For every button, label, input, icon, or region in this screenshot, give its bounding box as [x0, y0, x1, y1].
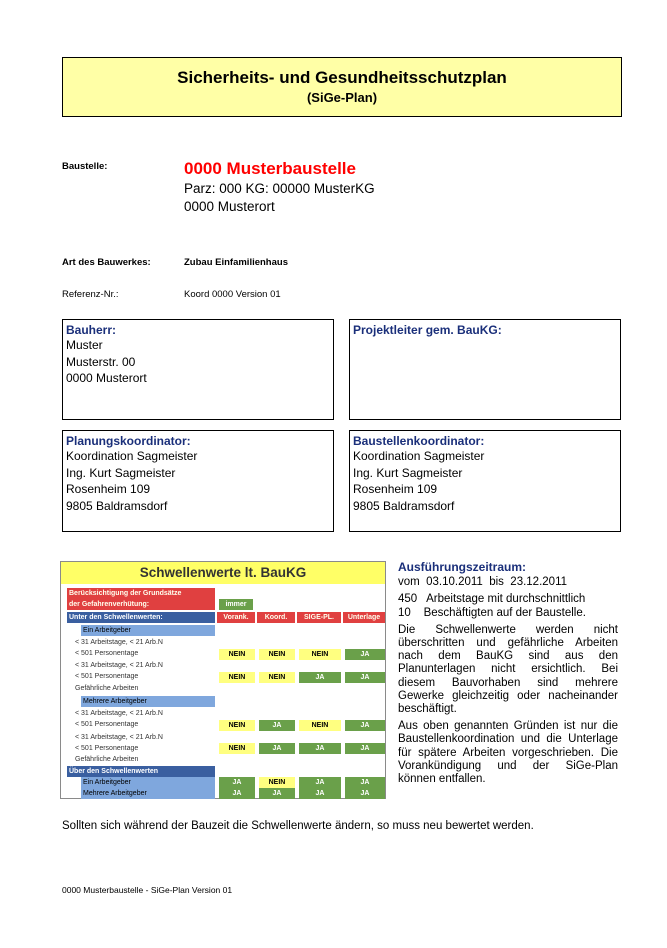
- mehrere-arbeitgeber-label: Mehrere Arbeitgeber: [81, 696, 215, 707]
- baustelle-label: Baustelle:: [62, 161, 108, 172]
- bottom-note: Sollten sich während der Bauzeit die Schwellenwerte ändern, so muss neu bewertet werden.: [62, 820, 534, 832]
- r4-unterlage: JA: [345, 743, 385, 754]
- r1-koord: NEIN: [259, 649, 295, 660]
- r3-vorank: NEIN: [219, 720, 255, 731]
- row1-line1: < 31 Arbeitstage, < 21 Arb.N: [75, 639, 163, 646]
- r2-koord: NEIN: [259, 672, 295, 683]
- gefaehrliche-1: Gefährliche Arbeiten: [75, 685, 139, 692]
- document-title: Sicherheits- und Gesundheitsschutzplan: [177, 68, 507, 87]
- baustelle-line1: Parz: 000 KG: 00000 MusterKG: [184, 181, 375, 196]
- baustellenkoordinator-line: Rosenheim 109: [353, 482, 438, 496]
- bauwerk-value: Zubau Einfamilienhaus: [184, 257, 288, 268]
- r3-koord: JA: [259, 720, 295, 731]
- u1-koord: NEIN: [259, 777, 295, 788]
- projektleiter-box: [349, 319, 621, 420]
- gefaehrliche-2: Gefährliche Arbeiten: [75, 756, 139, 763]
- row2-line1: < 31 Arbeitstage, < 21 Arb.N: [75, 662, 163, 669]
- u2-vorank: JA: [219, 788, 255, 799]
- footer: 0000 Musterbaustelle - SiGe-Plan Version 01: [62, 885, 233, 895]
- row2-line2: < 501 Personentage: [75, 673, 139, 680]
- baustelle-name: 0000 Musterbaustelle: [184, 159, 356, 178]
- grundsaetze-line1: Berücksichtigung der Grundsätze: [69, 590, 182, 597]
- row3-line1: < 31 Arbeitstage, < 21 Arb.N: [75, 710, 163, 717]
- title-box: [62, 57, 622, 117]
- u2-unterlage: JA: [345, 788, 385, 799]
- baustellenkoordinator-box: [349, 430, 621, 532]
- baustellenkoordinator-line: Ing. Kurt Sagmeister: [353, 465, 463, 480]
- ausfuehrung-para1: Die Schwellenwerte werden nicht überschritten und gefährliche Arbeiten nach dem BauKG sind aus den Planunterlagen nicht ersichtlich. Bei diesem Bauvorhaben sind mehrere Gewerke gleichzeitig oder nacheinander beschäftigt.: [398, 623, 618, 716]
- schwellenwerte-table: [60, 561, 386, 799]
- ausfuehrung-line2: 450 Arbeitstage mit durchschnittlich: [398, 593, 586, 606]
- schwellenwerte-title: Schwellenwerte lt. BauKG: [61, 562, 385, 584]
- row4-line1: < 31 Arbeitstage, < 21 Arb.N: [75, 734, 163, 741]
- ausfuehrung-line3: 10 Beschäftigten auf der Baustelle.: [398, 606, 586, 619]
- bauherr-box: [62, 319, 334, 420]
- grundsaetze-cell: [67, 588, 215, 610]
- ueber-mehrere-arbeitgeber: Mehrere Arbeitgeber: [81, 788, 215, 799]
- bauherr-line: Musterstr. 00: [66, 354, 136, 369]
- bauherr-line: Muster: [66, 338, 103, 352]
- baustelle-line2: 0000 Musterort: [184, 199, 275, 214]
- planungskoordinator-title: Planungskoordinator:: [66, 434, 191, 448]
- projektleiter-title: Projektleiter gem. BauKG:: [353, 323, 502, 337]
- r1-vorank: NEIN: [219, 649, 255, 660]
- ausfuehrung-line1: vom 03.10.2011 bis 23.12.2011: [398, 576, 568, 589]
- ein-arbeitgeber-label: Ein Arbeitgeber: [81, 625, 215, 636]
- ausfuehrung-section: [398, 561, 618, 786]
- unter-header: Unter den Schwellenwerten:: [67, 612, 215, 623]
- planungskoordinator-box: [62, 430, 334, 532]
- r2-sige: JA: [299, 672, 341, 683]
- u1-vorank: JA: [219, 777, 255, 788]
- col-koord: Koord.: [257, 612, 295, 623]
- r3-unterlage: JA: [345, 720, 385, 731]
- baustellenkoordinator-title: Baustellenkoordinator:: [353, 434, 485, 448]
- r4-koord: JA: [259, 743, 295, 754]
- baustellenkoordinator-line: 9805 Baldramsdorf: [353, 498, 455, 513]
- planungskoordinator-line: 9805 Baldramsdorf: [66, 498, 168, 513]
- row4-line2: < 501 Personentage: [75, 745, 139, 752]
- col-unterlage: Unterlage: [343, 612, 385, 623]
- row3-line2: < 501 Personentage: [75, 721, 139, 728]
- document-subtitle: (SiGe-Plan): [306, 90, 378, 105]
- ausfuehrung-para2: Aus oben genannten Gründen ist nur die Baustellenkoordination und die Unterlage für spätere Arbeiten vorgeschrieben. Die Vorankündigung und der SiGe-Plan können entfallen.: [398, 720, 618, 786]
- planungskoordinator-line: Rosenheim 109: [66, 482, 151, 496]
- r4-vorank: NEIN: [219, 743, 255, 754]
- u1-sige: JA: [299, 777, 341, 788]
- ueber-ein-arbeitgeber: Ein Arbeitgeber: [81, 777, 215, 788]
- u2-sige: JA: [299, 788, 341, 799]
- col-vorank: Vorank.: [217, 612, 255, 623]
- u2-koord: JA: [259, 788, 295, 799]
- bauherr-line: 0000 Musterort: [66, 371, 147, 385]
- immer-cell: immer: [219, 599, 253, 610]
- r3-sige: NEIN: [299, 720, 341, 731]
- bauherr-title: Bauherr:: [66, 323, 117, 337]
- r2-vorank: NEIN: [219, 672, 255, 683]
- planungskoordinator-line: Koordination Sagmeister: [66, 449, 198, 463]
- u1-unterlage: JA: [345, 777, 385, 788]
- col-sige: SIGE-PL.: [297, 612, 341, 623]
- r2-unterlage: JA: [345, 672, 385, 683]
- ausfuehrung-title: Ausführungszeitraum:: [398, 560, 527, 574]
- baustellenkoordinator-line: Koordination Sagmeister: [353, 449, 485, 463]
- r1-sige: NEIN: [299, 649, 341, 660]
- referenz-label: Referenz-Nr.:: [62, 289, 119, 300]
- r1-unterlage: JA: [345, 649, 385, 660]
- bauwerk-label: Art des Bauwerkes:: [62, 257, 151, 268]
- grundsaetze-line2: der Gefahrenverhütung:: [69, 601, 150, 608]
- referenz-value: Koord 0000 Version 01: [184, 289, 281, 300]
- ueber-header: Über den Schwellenwerten: [67, 766, 215, 777]
- r4-sige: JA: [299, 743, 341, 754]
- row1-line2: < 501 Personentage: [75, 650, 139, 657]
- planungskoordinator-line: Ing. Kurt Sagmeister: [66, 465, 176, 480]
